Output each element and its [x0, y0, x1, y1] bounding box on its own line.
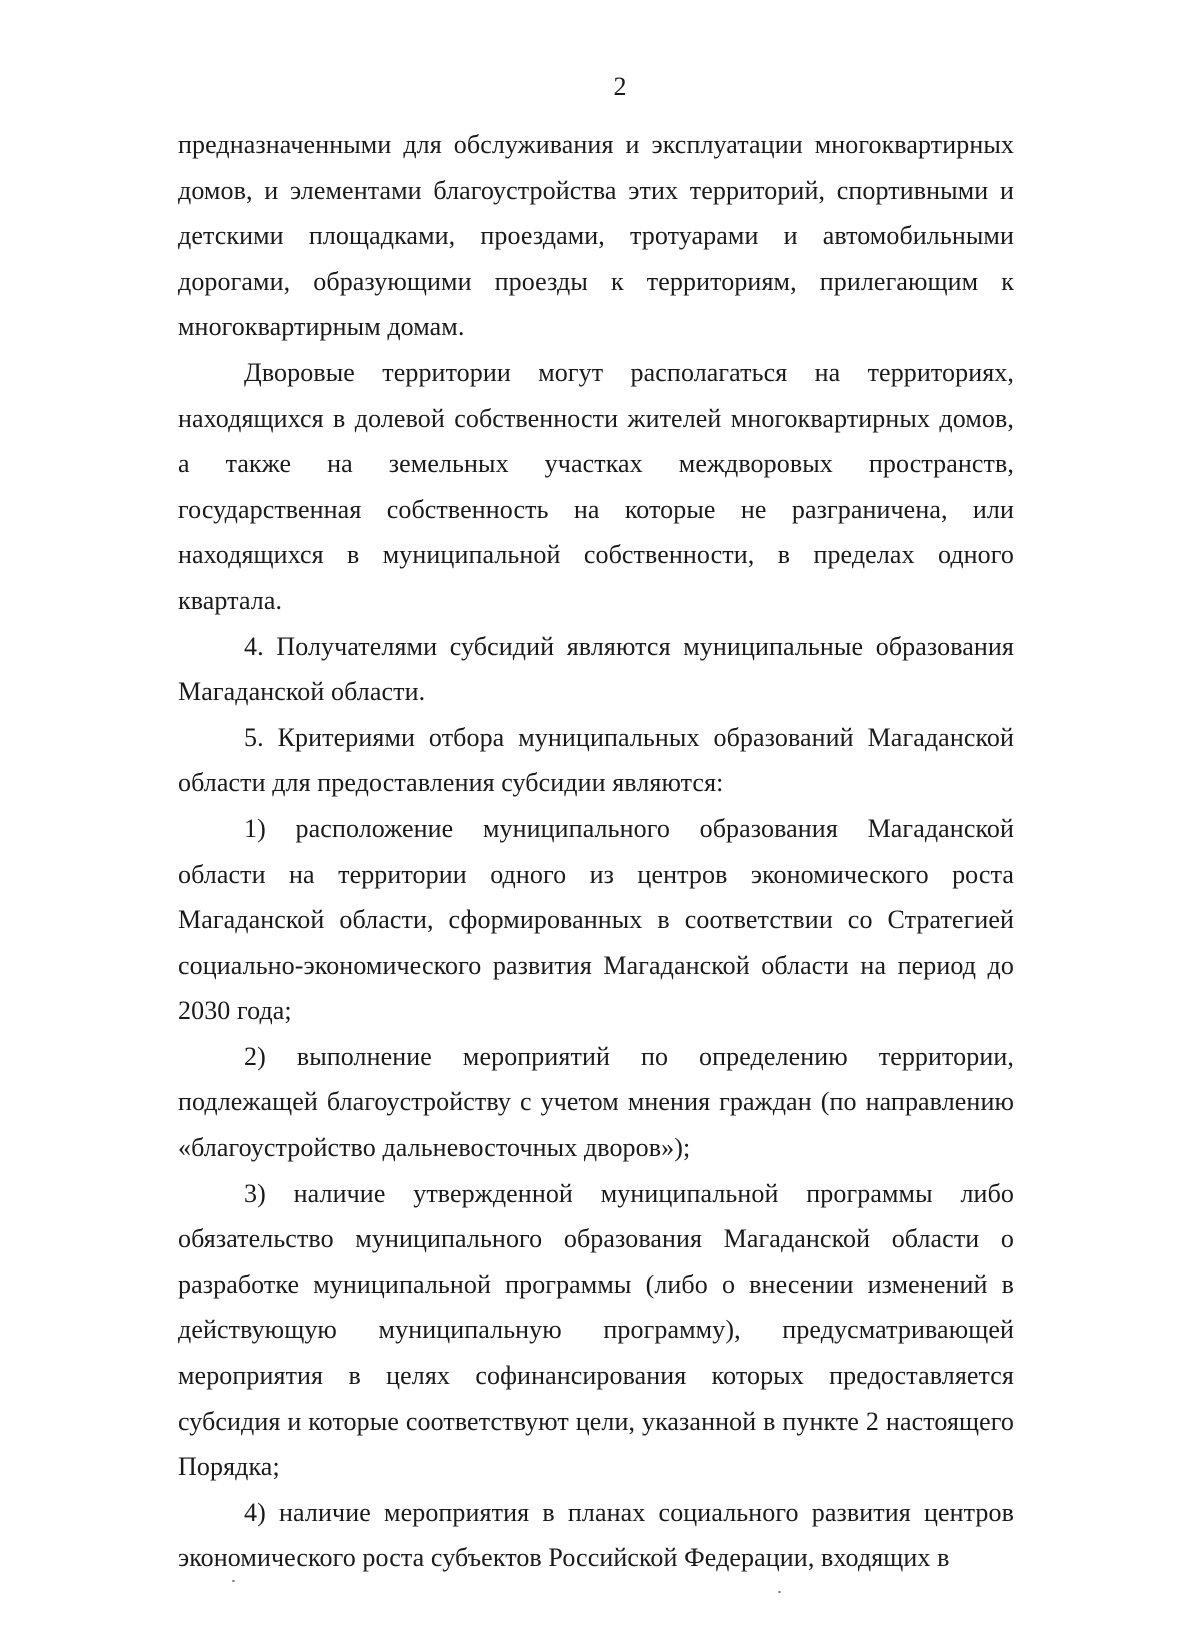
- paragraph-criterion-4: 4) наличие мероприятия в планах социального развития центров экономического роста субъектов Российской Федерации, входящих в: [178, 1497, 1014, 1573]
- page-number: 2: [613, 72, 627, 101]
- paragraph-item-4: 4. Получателями субсидий являются муниципальные образования Магаданской области.: [178, 631, 1014, 707]
- paragraph-criterion-3: 3) наличие утвержденной муниципальной программы либо обязательство муниципального образования Магаданской области о разработке муниципальной программы (либо о внесении изменений в действующую муниципальную программу), предусматривающей мероприятия в целях софинансирования которых предоставляется субсидия и которые соответствуют цели, указанной в пункте 2 настоящего Порядка;: [178, 1178, 1014, 1482]
- paragraph-item-5: 5. Критериями отбора муниципальных образований Магаданской области для предоставления субсидии являются:: [178, 722, 1014, 798]
- paragraph-continuation: предназначенными для обслуживания и эксплуатации многоквартирных домов, и элементами благоустройства этих территорий, спортивными и детскими площадками, проездами, тротуарами и автомобильными дорогами, образующими проезды к территориям, прилегающим к многоквартирным домам.: [178, 130, 1014, 342]
- paragraph-criterion-1: 1) расположение муниципального образования Магаданской области на территории одного из центров экономического роста Магаданской области, сформированных в соответствии со Стратегией социально-экономического развития Магаданской области на период до 2030 года;: [178, 813, 1014, 1026]
- scan-speck: [778, 1591, 781, 1593]
- paragraph-criterion-2: 2) выполнение мероприятий по определению территории, подлежащей благоустройству с учетом мнения граждан (по направлению «благоустройство дальневосточных дворов»);: [178, 1041, 1014, 1163]
- document-body: [178, 122, 1014, 1581]
- scan-speck: [232, 1580, 235, 1582]
- paragraph-courtyards: Дворовые территории могут располагаться на территориях, находящихся в долевой собственности жителей многоквартирных домов, а также на земельных участках междворовых пространств, государственная собственность на которые не разграничена, или находящихся в муниципальной собственности, в пределах одного квартала.: [178, 357, 1014, 615]
